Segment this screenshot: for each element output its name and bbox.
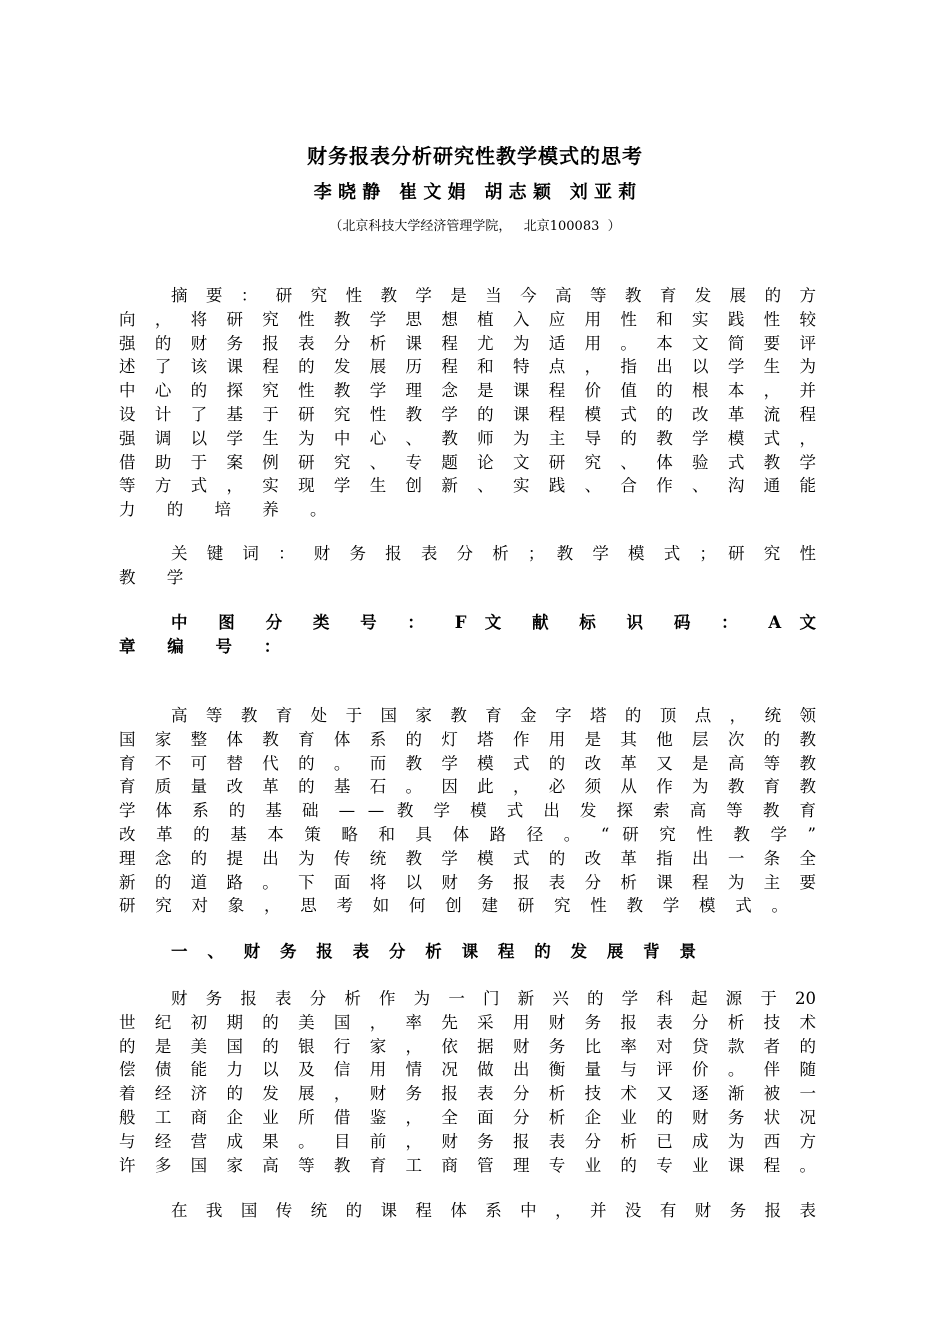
abstract-line: 力 的 培 养 。 xyxy=(119,500,340,520)
abstract-line: 向 ， 将 研 究 性 教 学 思 想 植 入 应 用 性 和 实 践 性 较 xyxy=(119,309,816,329)
classification-info xyxy=(119,611,816,659)
intro-line: 改 革 的 基 本 策 略 和 具 体 路 径 。 “ 研 究 性 教 学 ” xyxy=(119,824,816,844)
abstract-line: 述 了 该 课 程 的 发 展 历 程 和 特 点 ， 指 出 以 学 生 为 xyxy=(119,357,816,377)
intro-line: 新 的 道 路 。 下 面 将 以 财 务 报 表 分 析 课 程 为 主 要 xyxy=(119,872,816,892)
abstract-line: 摘 要 ： 研 究 性 教 学 是 当 今 高 等 教 育 发 展 的 方 xyxy=(171,286,816,305)
intro-line: 国 家 整 体 教 育 体 系 的 灯 塔 作 用 是 其 他 层 次 的 教 xyxy=(119,729,816,749)
abstract-line: 借 助 于 案 例 研 究 、 专 题 论 文 研 究 、 体 验 式 教 学 xyxy=(119,452,816,472)
abstract-line: 中 心 的 探 究 性 教 学 理 念 是 课 程 价 值 的 根 本 ， 并 xyxy=(119,381,816,401)
section-heading xyxy=(119,940,816,964)
affiliation: （北京科技大学经济管理学院， 北京100083 ） xyxy=(329,219,621,234)
section1-paragraph xyxy=(119,987,816,1177)
body-line: 般 工 商 企 业 所 借 鉴 ， 全 面 分 析 企 业 的 财 务 状 况 xyxy=(119,1107,816,1127)
intro-line: 育 质 量 改 革 的 基 石 。 因 此 ， 必 须 从 作 为 教 育 教 xyxy=(119,777,816,797)
abstract-line: 强 调 以 学 生 为 中 心 、 教 师 为 主 导 的 教 学 模 式 ， xyxy=(119,428,816,448)
keywords-line: 教 学 xyxy=(119,567,197,587)
body-line: 着 经 济 的 发 展 ， 财 务 报 表 分 析 技 术 又 逐 渐 被 一 xyxy=(119,1084,816,1104)
section-heading-text: 一 、 财 务 报 表 分 析 课 程 的 发 展 背 景 xyxy=(171,942,696,961)
intro-line: 育 不 可 替 代 的 。 而 教 学 模 式 的 改 革 又 是 高 等 教 xyxy=(119,753,816,773)
body-line: 在 我 国 传 统 的 课 程 体 系 中 ， 并 没 有 财 务 报 表 xyxy=(171,1201,816,1220)
body-line: 财 务 报 表 分 析 作 为 一 门 新 兴 的 学 科 起 源 于 20 xyxy=(171,989,816,1008)
abstract xyxy=(119,284,816,522)
abstract-line: 等 方 式 ， 实 现 学 生 创 新 、 实 践 、 合 作 、 沟 通 能 xyxy=(119,476,816,496)
body-line: 许 多 国 家 高 等 教 育 工 商 管 理 专 业 的 专 业 课 程 。 xyxy=(119,1155,816,1175)
keywords xyxy=(119,542,816,590)
body-line: 偿 债 能 力 以 及 信 用 情 况 做 出 衡 量 与 评 价 。 伴 随 xyxy=(119,1060,816,1080)
body-line: 世 纪 初 期 的 美 国 ， 率 先 采 用 财 务 报 表 分 析 技 术 xyxy=(119,1012,816,1032)
author-list: 李 晓 静 崔 文 娟 胡 志 颖 刘 亚 莉 xyxy=(313,182,637,203)
body-line: 的 是 美 国 的 银 行 家 ， 依 据 财 务 比 率 对 贷 款 者 的 xyxy=(119,1036,816,1056)
classification-line: 中 图 分 类 号 ： F 文 献 标 识 码 ： A 文 xyxy=(171,613,816,632)
abstract-line: 强 的 财 务 报 表 分 析 课 程 尤 为 适 用 。 本 文 简 要 评 xyxy=(119,333,816,353)
intro-line: 研 究 对 象 ， 思 考 如 何 创 建 研 究 性 教 学 模 式 。 xyxy=(119,896,788,916)
intro-line: 高 等 教 育 处 于 国 家 教 育 金 字 塔 的 顶 点 ， 统 领 xyxy=(171,706,816,725)
intro-line: 学 体 系 的 基 础 — — 教 学 模 式 出 发 探 索 高 等 教 育 xyxy=(119,801,816,821)
section1-paragraph xyxy=(119,1199,816,1223)
classification-line: 章 编 号 ： xyxy=(119,636,294,656)
body-line: 与 经 营 成 果 。 目 前 ， 财 务 报 表 分 析 已 成 为 西 方 xyxy=(119,1131,816,1151)
intro-line: 理 念 的 提 出 为 传 统 教 学 模 式 的 改 革 指 出 一 条 全 xyxy=(119,848,816,868)
paper-title: 财务报表分析研究性教学模式的思考 xyxy=(307,144,643,168)
introduction xyxy=(119,704,816,918)
keywords-line: 关 键 词 ： 财 务 报 表 分 析 ； 教 学 模 式 ； 研 究 性 xyxy=(171,544,816,563)
abstract-line: 设 计 了 基 于 研 究 性 教 学 的 课 程 模 式 的 改 革 流 程 xyxy=(119,404,816,424)
